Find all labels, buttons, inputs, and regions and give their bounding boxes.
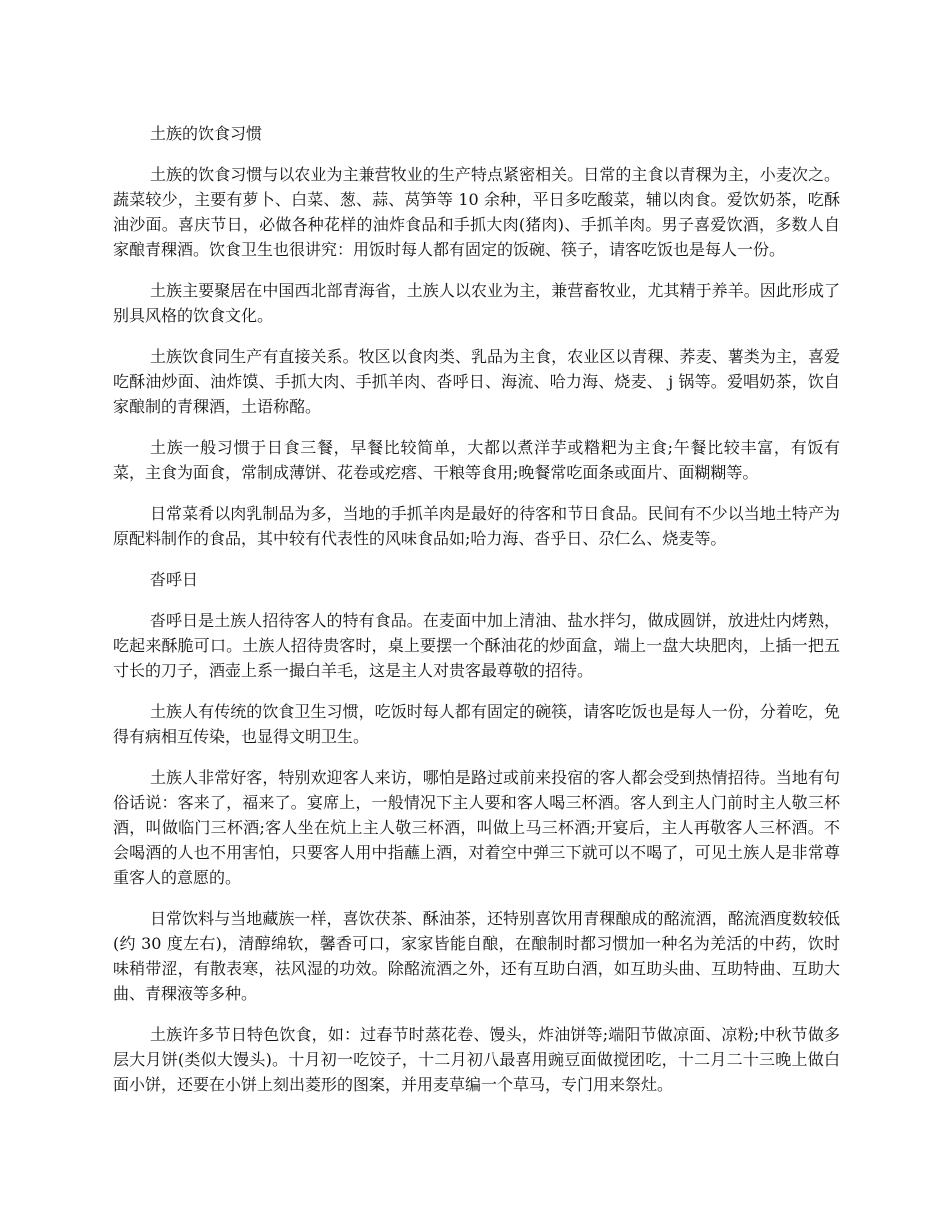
paragraph: 日常饮料与当地藏族一样，喜饮茯茶、酥油茶，还特别喜饮用青稞酿成的酩流酒，酩流酒度数较低(约 30 度左右)，清醇绵软，馨香可口，家家皆能自酿，在酿制时都习惯加一种名为羌活的中药，饮时味稍带涩，有散表寒，祛风湿的功效。除酩流酒之外，还有互助白酒，如互助头曲、互助特曲、互助大曲、青稞液等多种。 [113, 909, 840, 1003]
paragraph: 土族一般习惯于日食三餐，早餐比较简单，大都以煮洋芋或糌粑为主食;午餐比较丰富，有饭有菜，主食为面食，常制成薄饼、花卷或疙瘩、干粮等食用;晚餐常吃面条或面片、面糊糊等。 [113, 438, 840, 482]
paragraph: 日常菜肴以肉乳制品为多，当地的手抓羊肉是最好的待客和节日食品。民间有不少以当地土特产为原配料制作的食品，其中较有代表性的风味食品如;哈力海、沓乎日、尕仁么、烧麦等。 [113, 504, 840, 548]
paragraph: 土族许多节日特色饮食，如：过春节时蒸花卷、馒头，炸油饼等;端阳节做凉面、凉粉;中秋节做多层大月饼(类似大馒头)。十月初一吃饺子，十二月初八最喜用豌豆面做搅团吃，十二月二十三晚上做白面小饼，还要在小饼上刻出菱形的图案，并用麦草编一个草马，专门用来祭灶。 [113, 1025, 840, 1094]
paragraph: 土族饮食同生产有直接关系。牧区以食肉类、乳品为主食，农业区以青稞、荞麦、薯类为主，喜爱吃酥油炒面、油炸馍、手抓大肉、手抓羊肉、沓呼日、海流、哈力海、烧麦、 j 锅等。爱唱奶茶，饮自家酿制的青稞酒，土语称酩。 [113, 347, 840, 416]
paragraph: 沓呼日是土族人招待客人的特有食品。在麦面中加上清油、盐水拌匀，做成圆饼，放进灶内烤熟，吃起来酥脆可口。土族人招待贵客时，桌上要摆一个酥油花的炒面盒，端上一盘大块肥肉，上插一把五寸长的刀子，酒壶上系一撮白羊毛，这是主人对贵客最尊敬的招待。 [113, 611, 840, 680]
section-heading: 沓呼日 [150, 570, 199, 589]
paragraph: 土族人非常好客，特别欢迎客人来访，哪怕是路过或前来投宿的客人都会受到热情招待。当地有句俗话说：客来了，福来了。宴席上，一般情况下主人要和客人喝三杯酒。客人到主人门前时主人敬三杯酒，叫做临门三杯酒;客人坐在炕上主人敬三杯酒，叫做上马三杯酒;开宴后，主人再敬客人三杯酒。不会喝酒的人也不用害怕，只要客人用中指蘸上酒，对着空中弹三下就可以不喝了，可见土族人是非常尊重客人的意愿的。 [113, 768, 840, 887]
paragraph: 土族的饮食习惯与以农业为主兼营牧业的生产特点紧密相关。日常的主食以青稞为主，小麦次之。蔬菜较少，主要有萝卜、白菜、葱、蒜、莴笋等 10 余种，平日多吃酸菜，辅以肉食。爱饮奶茶，吃酥油沙面。喜庆节日，必做各种花样的油炸食品和手抓大肉(猪肉)、手抓羊肉。男子喜爱饮酒，多数人自家酿青稞酒。饮食卫生也很讲究：用饭时每人都有固定的饭碗、筷子，请客吃饭也是每人一份。 [113, 165, 840, 259]
paragraph: 土族人有传统的饮食卫生习惯，吃饭时每人都有固定的碗筷，请客吃饭也是每人一份，分着吃，免得有病相互传染，也显得文明卫生。 [113, 702, 840, 746]
document-title: 土族的饮食习惯 [150, 124, 263, 143]
paragraph: 土族主要聚居在中国西北部青海省，土族人以农业为主，兼营畜牧业，尤其精于养羊。因此形成了别具风格的饮食文化。 [113, 281, 840, 325]
document-page [113, 121, 840, 1113]
